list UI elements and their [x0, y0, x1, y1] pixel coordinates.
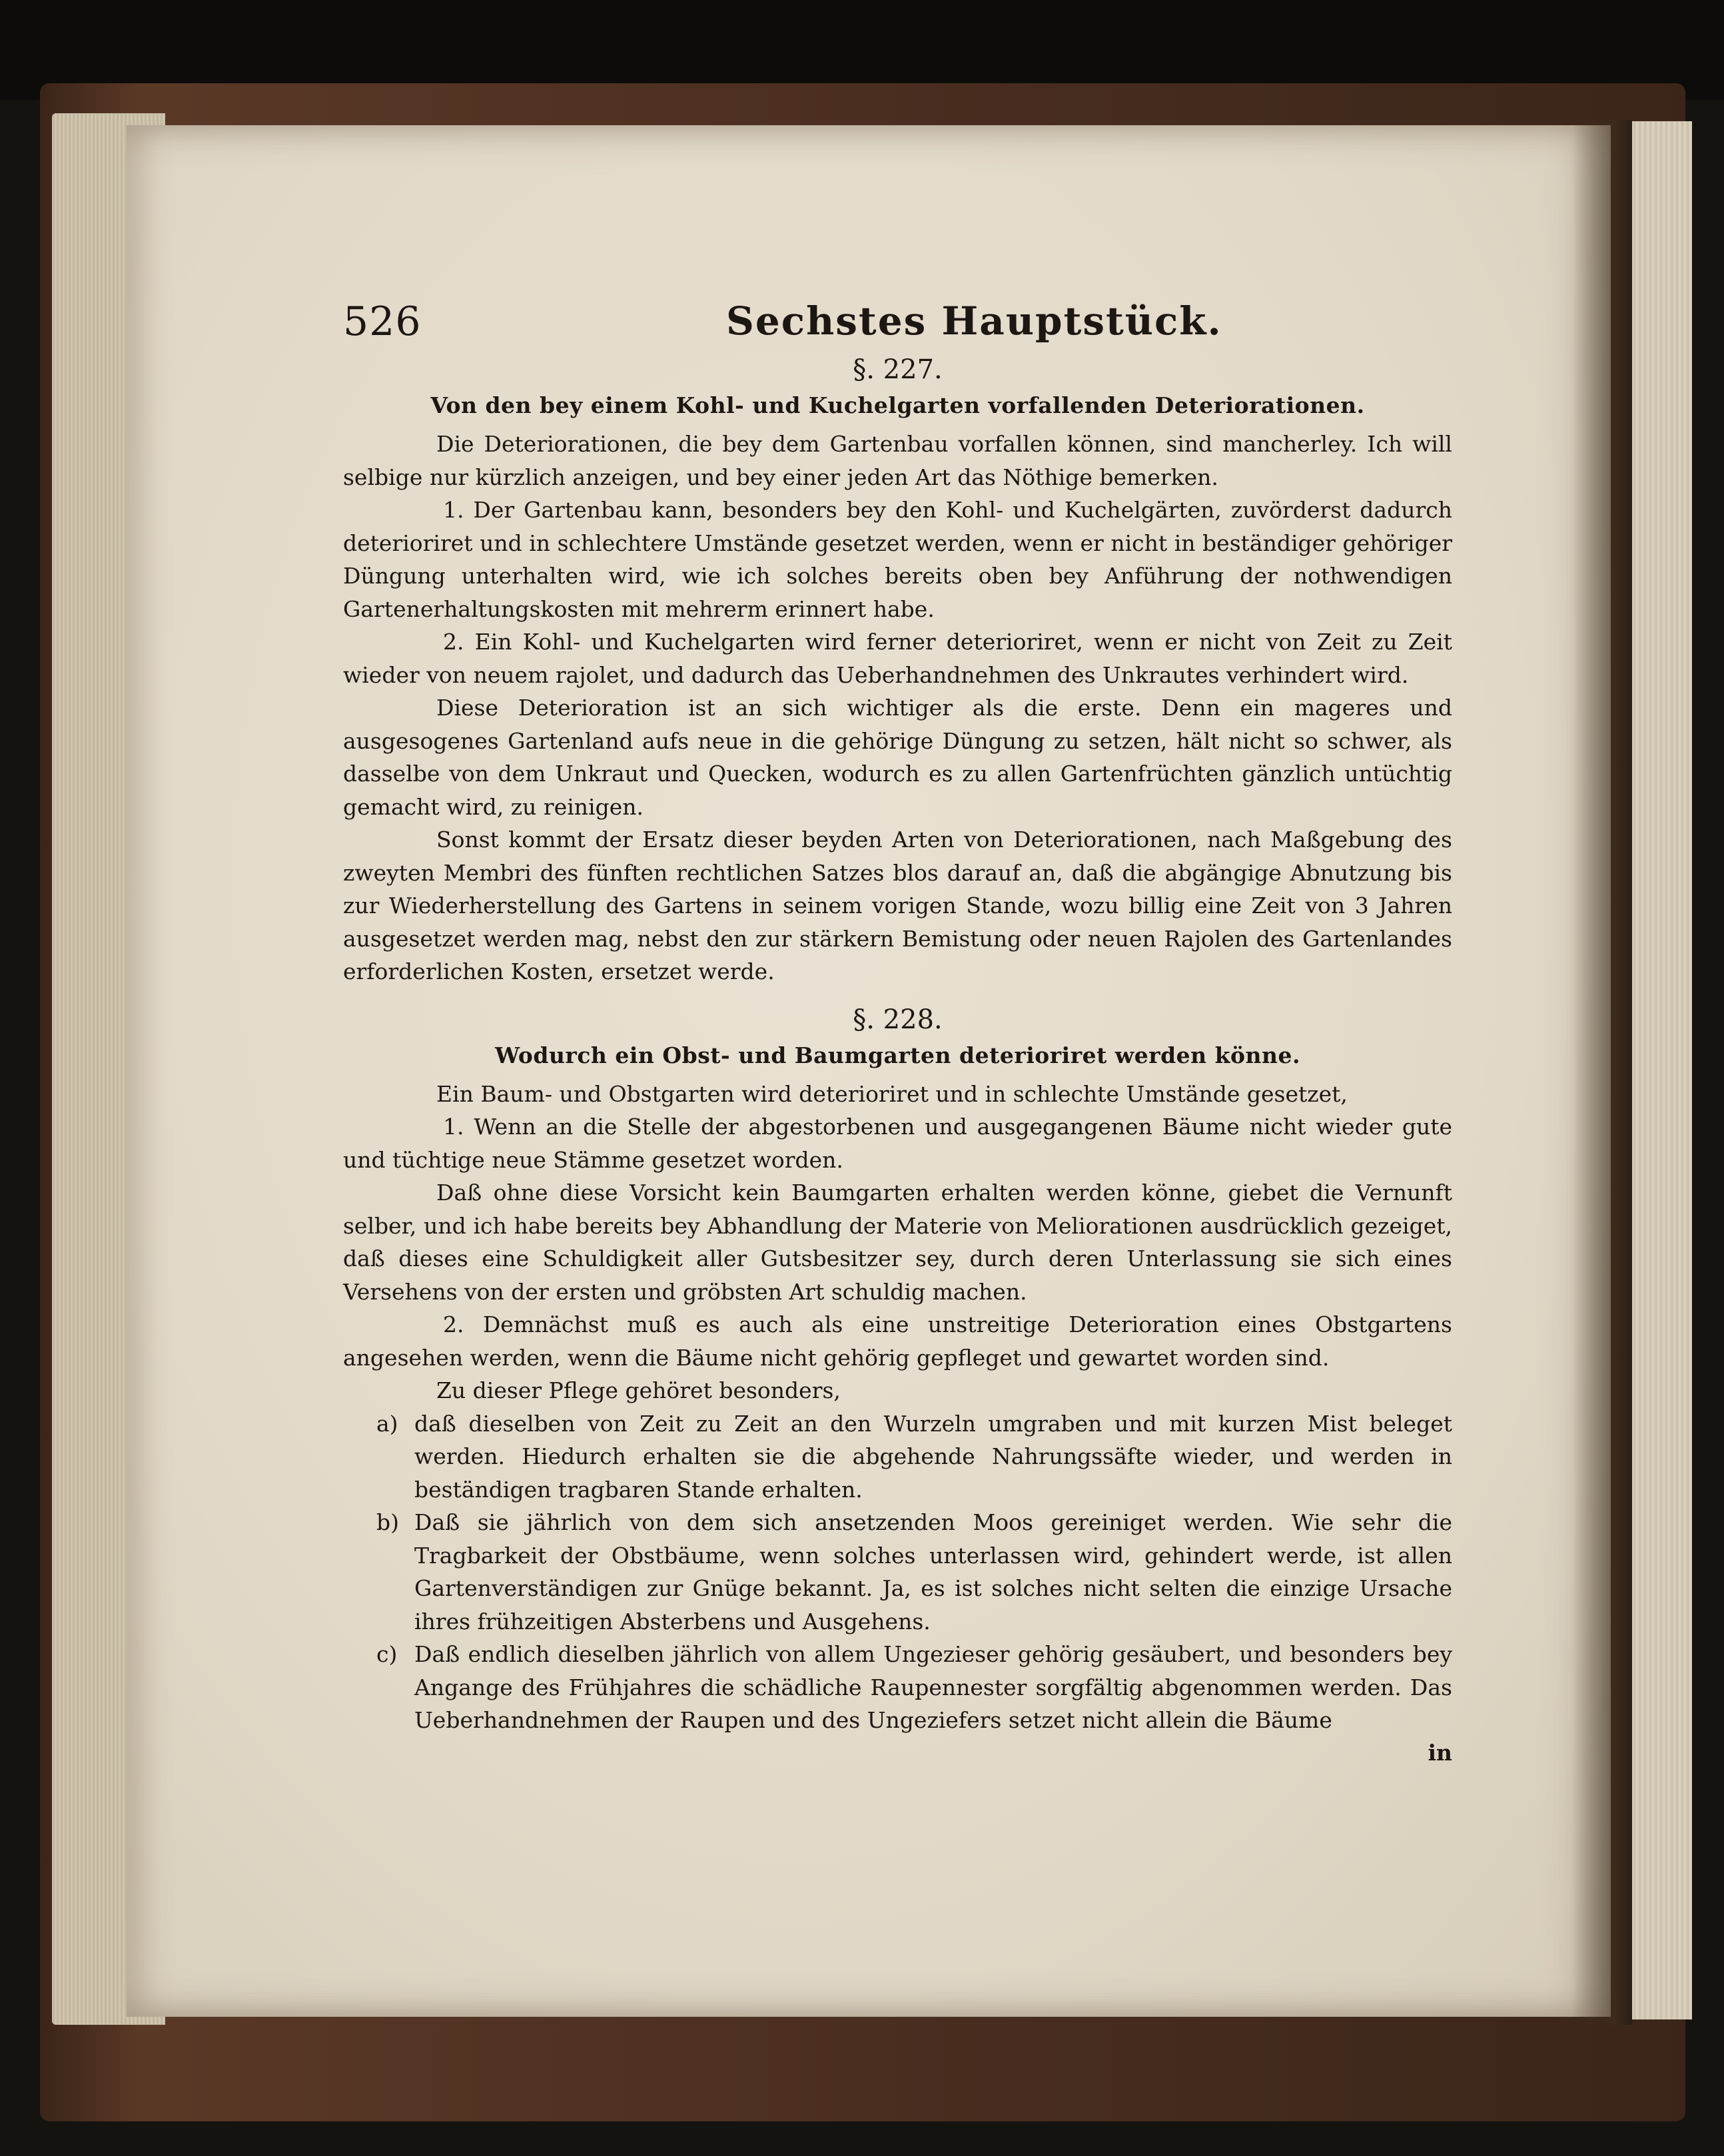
list-item: [343, 1407, 1452, 1507]
section-227-point-2: 2. Ein Kohl- und Kuchelgarten wird ferner deterioriret, wenn er nicht von Zeit zu Zeit wieder von neuem rajolet, und dadurch das Ueberhandnehmen des Unkrautes verhindert wird.: [343, 629, 1452, 688]
list-item-text: Daß endlich dieselben jährlich von allem Ungezieser gehörig gesäubert, und besonders bey Angange des Frühjahres die schädliche Raupennester sorgfältig abgenommen werden. Das Ueberhandnehmen der Raupen und des Ungeziefers setzet nicht allein die Bäume: [414, 1641, 1452, 1733]
section-gap: [343, 988, 1452, 1003]
section-228-intro: Ein Baum- und Obstgarten wird deterioriret und in schlechte Umstände gesetzet,: [436, 1080, 1348, 1107]
section-227-paragraph-4: Sonst kommt der Ersatz dieser beyden Arten von Deteriorationen, nach Maßgebung des zweyten Membri des fünften rechtlichen Satzes blos darauf an, daß die abgängige Abnutzung bis zur Wiederherstellung des Gartens in seinem vorigen Stande, wozu billig eine Zeit von 3 Jahren ausgesetzet werden mag, nebst den zur stärkern Bemistung oder neuen Rajolen des Gartenlandes erforderlichen Kosten, ersetzet werde.: [343, 827, 1452, 984]
section-228-mark: §. 228.: [853, 1004, 943, 1035]
list-marker: b): [376, 1509, 399, 1535]
section-228-point-1: 1. Wenn an die Stelle der abgestorbenen und ausgegangenen Bäume nicht wieder gute und tüchtige neue Stämme gesetzet worden.: [343, 1114, 1452, 1173]
section-227-paragraph-3: Diese Deterioration ist an sich wichtiger als die erste. Denn ein mageres und ausgesogenes Gartenland aufs neue in die gehörige Düngung zu setzen, hält nicht so schwer, als dasselbe von dem Unkraut und Quecken, wodurch es zu allen Gartenfrüchten gänzlich untüchtig gemacht wird, zu reinigen.: [343, 695, 1452, 820]
facing-page-edge: [1632, 121, 1692, 2019]
gutter-shadow: [1572, 120, 1632, 2025]
section-227-intro: Die Deteriorationen, die bey dem Gartenbau vorfallen können, sind mancherley. Ich will selbige nur kürzlich anzeigen, und bey einer jeden Art das Nöthige bemerken.: [343, 431, 1452, 490]
section-227-mark: §. 227.: [853, 354, 943, 385]
section-227-point-1: 1. Der Gartenbau kann, besonders bey den Kohl- und Kuchelgärten, zuvörderst dadurch deterioriret und in schlechtere Umstände gesetzet werden, wenn er nicht in beständiger gehöriger Düngung unterhalten wird, wie ich solches bereits oben bey Anführung der nothwendigen Gartenerhaltungskosten mit mehrerm erinnert habe.: [343, 497, 1452, 622]
list-marker: c): [376, 1641, 398, 1667]
section-228-care-intro: Zu dieser Pflege gehöret besonders,: [436, 1377, 841, 1403]
list-item: [343, 1506, 1452, 1638]
list-item-text: daß dieselben von Zeit zu Zeit an den Wurzeln umgraben und mit kurzen Mist beleget werden. Hiedurch erhalten sie die abgehende Nahrungssäfte wieder, und werden in beständigen tragbaren Stande erhalten.: [414, 1410, 1452, 1503]
page-header: [343, 280, 1452, 353]
section-228-paragraph-2: Daß ohne diese Vorsicht kein Baumgarten erhalten werden könne, giebet die Vernunft selber, und ich habe bereits bey Abhandlung der Materie von Meliorationen ausdrücklich gezeiget, daß dieses eine Schuldigkeit aller Gutsbesitzer sey, durch deren Unterlassung sie sich eines Versehens von der ersten und gröbsten Art schuldig machen.: [343, 1180, 1452, 1305]
list-item: [343, 1638, 1452, 1737]
catchword: in: [1428, 1739, 1452, 1766]
list-item-text: Daß sie jährlich von dem sich ansetzenden Moos gereiniget werden. Wie sehr die Tragbarkeit der Obstbäume, wenn solches unterlassen wird, gehindert werde, ist allen Gartenverständigen zur Gnüge bekannt. Ja, es ist solches nicht selten die einzige Ursache ihres frühzeitigen Absterbens und Ausgehens.: [414, 1509, 1452, 1634]
section-228-title: Wodurch ein Obst- und Baumgarten deterioriret werden könne.: [494, 1042, 1300, 1068]
list-marker: a): [376, 1410, 398, 1437]
page-number: 526: [343, 298, 422, 345]
section-228-point-2: 2. Demnächst muß es auch als eine unstreitige Deterioration eines Obstgartens angesehen werden, wenn die Bäume nicht gehörig gepfleget und gewartet worden sind.: [343, 1311, 1452, 1371]
page-text: [343, 280, 1452, 1766]
section-227-title: Von den bey einem Kohl- und Kuchelgarten vorfallenden Deteriorationen.: [430, 392, 1365, 418]
running-head: Sechstes Hauptstück.: [726, 298, 1222, 344]
